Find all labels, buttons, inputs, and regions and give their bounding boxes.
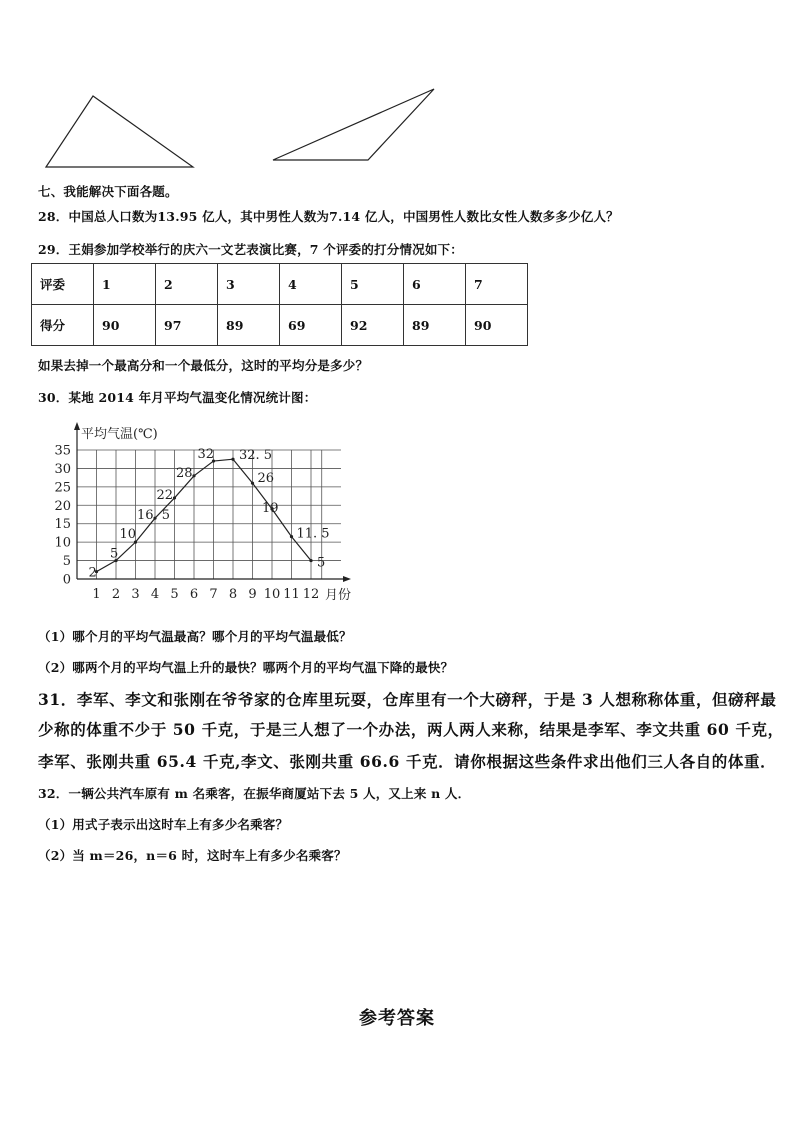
temperature-series-line <box>97 459 312 571</box>
data-label: 11. 5 <box>296 526 330 542</box>
chart-x-axis-label: 月份 <box>325 588 352 603</box>
x-tick-label: 3 <box>131 587 140 602</box>
question-32-part-1: （1）用式子表示出这时车上有多少名乘客？ <box>38 817 289 832</box>
triangle-right <box>273 89 434 160</box>
score-cell: 92 <box>342 305 404 346</box>
question-29: 29．王娟参加学校举行的庆六一文艺表演比赛，7 个评委的打分情况如下： <box>38 242 463 257</box>
answer-section-title: 参考答案 <box>359 1008 435 1029</box>
x-tick-label: 10 <box>263 587 281 602</box>
question-28: 28．中国总人口数为13.95 亿人，其中男性人数为7.14 亿人，中国男性人数比女性人数多多少亿人？ <box>38 209 619 224</box>
y-tick-label: 10 <box>54 535 71 551</box>
judge-cell: 2 <box>156 264 218 305</box>
triangles-figure <box>0 0 794 180</box>
score-cell: 89 <box>218 305 280 346</box>
question-32-part-2: （2）当 m＝26，n＝6 时，这时车上有多少名乘客？ <box>38 848 347 863</box>
x-tick-label: 12 <box>302 587 320 602</box>
score-table <box>31 263 528 346</box>
x-tick-label: 7 <box>209 587 218 602</box>
chart-title: 平均气温(℃) <box>81 427 158 442</box>
table-row <box>32 264 528 305</box>
question-31-line-1: 31．李军、李文和张刚在爷爷家的仓库里玩耍，仓库里有一个大磅秤，于是 3 人想称称体重，但磅秤最 <box>38 690 777 709</box>
x-tick-label: 5 <box>170 587 179 602</box>
x-tick-label: 8 <box>228 587 238 602</box>
data-label: 2 <box>88 565 97 581</box>
question-30-part-2: （2）哪两个月的平均气温上升的最快？哪两个月的平均气温下降的最快？ <box>38 660 454 675</box>
section-heading: 七、我能解决下面各题。 <box>38 184 178 199</box>
y-tick-label: 0 <box>62 572 71 588</box>
question-31-line-3: 李军、张刚共重 65.4 千克,李文、张刚共重 66.6 千克．请你根据这些条件求出他们三人各自的体重． <box>38 752 777 771</box>
data-point <box>290 535 293 538</box>
data-point <box>192 474 195 477</box>
score-cell: 90 <box>466 305 528 346</box>
table-row <box>32 305 528 346</box>
y-tick-label: 25 <box>54 480 71 496</box>
row-label-judges: 评委 <box>32 264 94 305</box>
data-label: 28 <box>176 465 193 481</box>
x-tick-label: 6 <box>189 587 199 602</box>
score-cell: 89 <box>404 305 466 346</box>
judge-cell: 6 <box>404 264 466 305</box>
score-cell: 90 <box>94 305 156 346</box>
question-30-part-1: （1）哪个月的平均气温最高？哪个月的平均气温最低？ <box>38 629 352 644</box>
judge-cell: 7 <box>466 264 528 305</box>
y-tick-label: 15 <box>54 517 71 533</box>
judge-cell: 5 <box>342 264 404 305</box>
question-30: 30．某地 2014 年月平均气温变化情况统计图： <box>38 390 317 405</box>
data-label: 32. 5 <box>239 448 273 464</box>
x-axis-arrow <box>343 576 351 582</box>
question-32: 32．一辆公共汽车原有 m 名乘客，在振华商厦站下去 5 人，又上来 n 人． <box>38 786 471 801</box>
x-tick-label: 11 <box>283 587 300 602</box>
y-tick-label: 5 <box>62 554 71 570</box>
question-31-line-2: 少称的体重不少于 50 千克，于是三人想了一个办法，两人两人来称，结果是李军、李文共重 60 千克， <box>38 720 784 739</box>
x-tick-label: 4 <box>150 587 160 602</box>
data-label: 5 <box>317 555 326 571</box>
data-label: 16. 5 <box>137 508 171 524</box>
row-label-scores: 得分 <box>32 305 94 346</box>
data-point <box>231 458 234 461</box>
triangle-left <box>46 96 193 167</box>
data-label: 22 <box>156 487 174 503</box>
x-tick-label: 9 <box>248 587 257 602</box>
data-label: 19 <box>262 500 279 516</box>
y-axis-arrow <box>74 422 80 430</box>
data-point <box>251 482 254 485</box>
temperature-line-chart <box>45 420 375 610</box>
y-tick-label: 35 <box>54 443 71 459</box>
data-point <box>309 559 312 562</box>
data-label: 32 <box>197 447 215 463</box>
chart-series <box>95 458 313 574</box>
judge-cell: 4 <box>280 264 342 305</box>
x-tick-label: 2 <box>111 587 121 602</box>
question-29-ask: 如果去掉一个最高分和一个最低分，这时的平均分是多少？ <box>38 358 369 373</box>
judge-cell: 1 <box>94 264 156 305</box>
y-tick-label: 20 <box>54 498 71 514</box>
x-tick-label: 1 <box>92 587 101 602</box>
data-label: 5 <box>110 546 119 562</box>
data-point <box>173 496 176 499</box>
judge-cell: 3 <box>218 264 280 305</box>
score-cell: 69 <box>280 305 342 346</box>
data-label: 10 <box>119 527 137 543</box>
data-label: 26 <box>257 471 275 487</box>
score-cell: 97 <box>156 305 218 346</box>
y-tick-label: 30 <box>54 461 71 477</box>
